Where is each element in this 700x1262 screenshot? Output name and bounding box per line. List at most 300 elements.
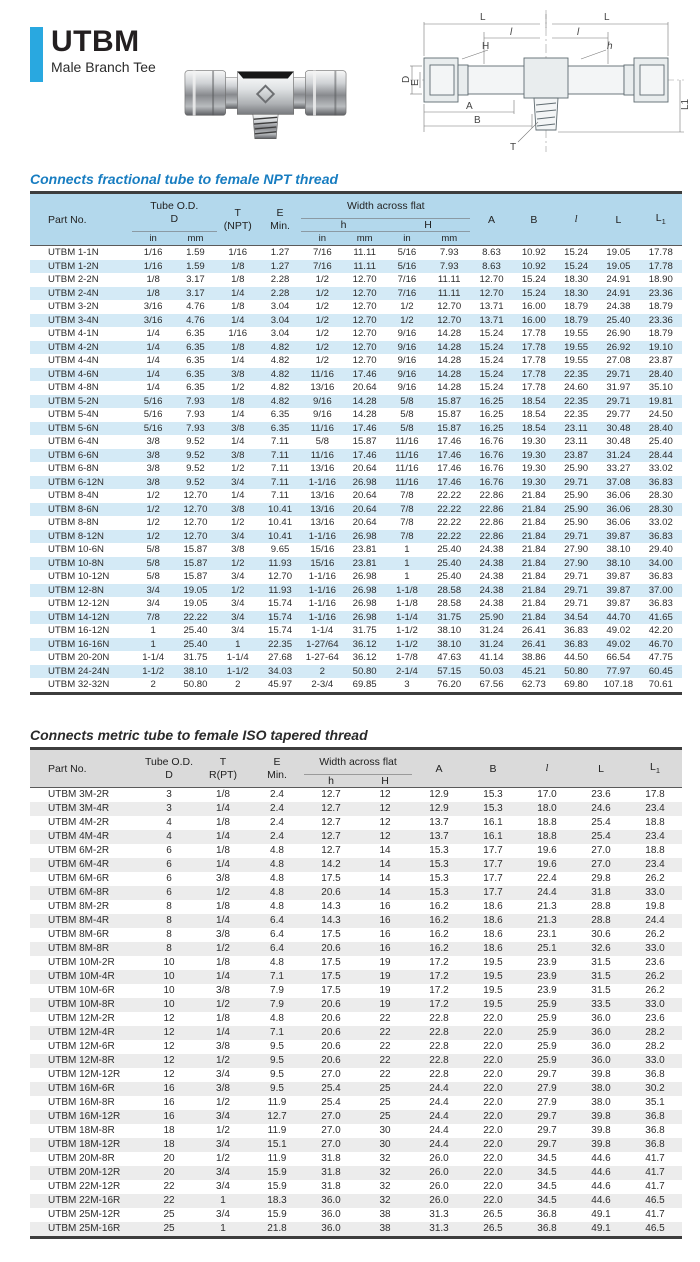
cell: 31.5 xyxy=(591,957,611,968)
cell: 47.63 xyxy=(437,652,462,663)
cell: UTBM 8M-4R xyxy=(48,915,110,926)
cell: 25.4 xyxy=(321,1083,341,1094)
cell: 50.80 xyxy=(183,679,208,690)
cell: 7.11 xyxy=(271,490,290,501)
cell: 1/2 xyxy=(146,530,160,542)
cell: 7.93 xyxy=(186,422,205,434)
table-row xyxy=(30,1040,682,1054)
cell: 15/16 xyxy=(310,557,335,569)
label-E: E xyxy=(410,79,421,86)
cell: 12 xyxy=(379,803,391,814)
cell: 7.93 xyxy=(186,395,205,407)
table-row xyxy=(30,1180,682,1194)
col-e-min xyxy=(250,749,304,788)
col-b: B xyxy=(466,749,520,788)
cell: 21.84 xyxy=(521,490,546,501)
cell: 15.3 xyxy=(483,789,503,800)
cell: UTBM 8-8N xyxy=(48,517,99,528)
table-row xyxy=(30,1026,682,1040)
table-row xyxy=(30,611,682,625)
col-e-sub-label: Min. xyxy=(270,219,290,232)
cell: 107.18 xyxy=(603,679,634,690)
table-row xyxy=(30,678,682,693)
cell: 7.93 xyxy=(439,247,459,258)
cell: 11/16 xyxy=(310,449,334,461)
cell: 27.0 xyxy=(591,859,611,870)
cell: 1/8 xyxy=(231,260,245,272)
cell: 17.46 xyxy=(352,449,377,461)
cell: 11.93 xyxy=(268,557,292,569)
cell: 33.0 xyxy=(645,943,665,954)
cell: 3/8 xyxy=(231,544,245,555)
table-row xyxy=(30,928,682,942)
cell: 38 xyxy=(379,1223,391,1234)
cell: 1/2 xyxy=(216,1055,230,1066)
cell: 23.6 xyxy=(645,957,665,968)
cell: 31.24 xyxy=(606,449,631,461)
cell: 9/16 xyxy=(397,341,417,353)
cell: 19.55 xyxy=(564,355,589,366)
cell: 35.10 xyxy=(648,382,673,393)
cell: 17.5 xyxy=(321,985,341,996)
cell: 18 xyxy=(163,1125,175,1136)
cell: 36.12 xyxy=(352,652,377,663)
cell: 17.5 xyxy=(321,873,341,884)
cell: 3/4 xyxy=(216,1139,230,1150)
cell: 33.0 xyxy=(645,999,665,1010)
cell: UTBM 16M-6R xyxy=(48,1083,115,1094)
cell: 6.35 xyxy=(186,355,205,366)
cell: 25.4 xyxy=(591,817,611,828)
col-h-big: H xyxy=(358,775,412,788)
col-a: A xyxy=(470,193,512,246)
cell: 11/16 xyxy=(395,436,419,447)
cell: 22.22 xyxy=(437,517,462,528)
table-row xyxy=(30,984,682,998)
cell: 17.8 xyxy=(645,789,665,800)
cell: 5/16 xyxy=(397,247,417,258)
cell: 26.98 xyxy=(352,584,377,596)
cell: 12.7 xyxy=(267,1111,287,1122)
fractional-npt-table xyxy=(30,191,682,695)
cell: 15.87 xyxy=(437,409,462,420)
cell: 1/2 xyxy=(315,274,329,285)
cell: 66.54 xyxy=(606,652,631,663)
cell: 2.4 xyxy=(270,803,284,814)
cell: 36.8 xyxy=(537,1209,557,1220)
cell: 22 xyxy=(379,1069,391,1080)
cell: 18.6 xyxy=(483,929,503,940)
cell: 3/4 xyxy=(231,598,245,609)
cell: 1/2 xyxy=(315,301,329,312)
cell: 20.64 xyxy=(352,503,377,515)
cell: 31.8 xyxy=(321,1167,341,1178)
cell: 1/16 xyxy=(143,260,163,272)
cell: 1/4 xyxy=(216,971,230,982)
cell: 22.0 xyxy=(483,1055,503,1066)
cell: 15.9 xyxy=(267,1181,287,1192)
cell: 17.46 xyxy=(352,368,377,380)
cell: 19.5 xyxy=(483,957,503,968)
cell: UTBM 4-1N xyxy=(48,328,99,339)
cell: 19.81 xyxy=(648,395,673,407)
cell: 10 xyxy=(163,971,175,982)
cell: 22.22 xyxy=(437,503,462,515)
cell: 3.04 xyxy=(270,314,290,326)
cell: 5/8 xyxy=(400,395,414,407)
cell: 26.5 xyxy=(483,1209,503,1220)
cell: 25.4 xyxy=(321,1097,341,1108)
cell: 12.7 xyxy=(321,803,341,814)
cell: 36.0 xyxy=(591,1013,611,1024)
cell: 11.11 xyxy=(437,274,461,285)
col-l1-base: L xyxy=(655,212,662,225)
cell: 12 xyxy=(379,831,391,842)
table-row xyxy=(30,1138,682,1152)
cell: 1/8 xyxy=(146,274,160,285)
cell: 69.85 xyxy=(352,679,377,690)
cell: 45.21 xyxy=(521,665,546,677)
cell: 33.02 xyxy=(648,463,673,474)
cell: 29.71 xyxy=(564,598,589,609)
cell: 2.4 xyxy=(270,789,284,800)
cell: 5/8 xyxy=(146,571,160,582)
cell: UTBM 8M-2R xyxy=(48,901,110,912)
table-row xyxy=(30,530,682,544)
cell: UTBM 8M-6R xyxy=(48,929,110,940)
cell: 18.6 xyxy=(483,943,503,954)
cell: 10.41 xyxy=(268,503,293,515)
cell: 2.4 xyxy=(270,831,284,842)
table-row xyxy=(30,543,682,557)
cell: 11.9 xyxy=(267,1097,287,1108)
cell: UTBM 20M-12R xyxy=(48,1167,121,1178)
cell: 20.6 xyxy=(321,1013,341,1024)
cell: 17.46 xyxy=(437,476,462,488)
cell: UTBM 6-8N xyxy=(48,463,99,474)
cell: 9/16 xyxy=(397,368,417,380)
cell: 31.8 xyxy=(321,1153,341,1164)
cell: 7/8 xyxy=(400,490,414,501)
cell: 17.7 xyxy=(483,845,503,856)
cell: 9/16 xyxy=(397,355,417,366)
cell: 14.28 xyxy=(352,395,377,407)
cell: 23.87 xyxy=(564,449,589,461)
table-row xyxy=(30,638,682,652)
cell: 2.28 xyxy=(270,287,290,299)
cell: 10 xyxy=(163,957,175,968)
cell: 3.04 xyxy=(270,328,290,339)
cell: 29.7 xyxy=(537,1125,557,1136)
cell: 21.84 xyxy=(521,571,546,582)
table-row xyxy=(30,584,682,598)
cell: 31.5 xyxy=(591,971,611,982)
cell: UTBM 8M-8R xyxy=(48,943,110,954)
cell: 41.7 xyxy=(645,1181,665,1192)
cell: 12 xyxy=(379,789,391,800)
cell: 17.7 xyxy=(483,887,503,898)
cell: 12 xyxy=(163,1055,175,1066)
cell: 7/8 xyxy=(400,530,414,542)
cell: 76.20 xyxy=(437,679,462,690)
cell: 22.86 xyxy=(479,530,504,542)
cell: 22.35 xyxy=(564,368,589,380)
cell: 9/16 xyxy=(397,382,417,393)
cell: 28.40 xyxy=(648,422,673,434)
cell: 16 xyxy=(379,915,391,926)
cell: 39.87 xyxy=(606,530,631,542)
cell: 26.0 xyxy=(429,1195,449,1206)
cell: 20.64 xyxy=(352,517,377,528)
cell: 27.0 xyxy=(591,845,611,856)
cell: UTBM 10-12N xyxy=(48,571,110,582)
cell: 50.03 xyxy=(479,665,504,677)
cell: 1.59 xyxy=(186,260,205,272)
cell: 22.22 xyxy=(437,530,462,542)
cell: UTBM 8-4N xyxy=(48,490,99,501)
col-a: A xyxy=(412,749,466,788)
cell: 17.5 xyxy=(321,971,341,982)
center-body-photo xyxy=(237,72,293,115)
cell: UTBM 32-32N xyxy=(48,679,110,690)
cell: 36.0 xyxy=(321,1195,341,1206)
dimension-drawing xyxy=(396,2,698,164)
cell: 3/4 xyxy=(146,598,160,609)
table-row xyxy=(30,503,682,517)
cell: 1/2 xyxy=(216,1097,230,1108)
cell: 24.38 xyxy=(606,301,631,312)
cell: 44.6 xyxy=(591,1167,611,1178)
cell: 28.44 xyxy=(648,449,673,461)
cell: 29.71 xyxy=(564,476,589,488)
cell: 19.30 xyxy=(521,476,546,488)
cell: 77.97 xyxy=(606,665,631,677)
cell: 22.0 xyxy=(483,1153,503,1164)
cell: 41.65 xyxy=(648,611,673,623)
cell: 12.7 xyxy=(321,817,341,828)
cell: 25 xyxy=(379,1083,391,1094)
cell: 3.04 xyxy=(270,301,290,312)
cell: 12.70 xyxy=(352,355,377,366)
cell: 5/8 xyxy=(315,436,329,447)
cell: 22 xyxy=(379,1055,391,1066)
cell: 28.2 xyxy=(645,1041,665,1052)
cell: 23.6 xyxy=(645,1013,665,1024)
cell: 4.8 xyxy=(270,859,284,870)
cell: 1.59 xyxy=(186,247,205,258)
cell: 36.8 xyxy=(645,1139,665,1150)
cell: 1/4 xyxy=(216,859,230,870)
cell: 38.10 xyxy=(606,544,631,555)
cell: 1/8 xyxy=(216,901,230,912)
cell: 39.87 xyxy=(606,598,631,609)
cell: 3/8 xyxy=(216,1083,230,1094)
cell: 16.00 xyxy=(521,314,546,326)
cell: 34.03 xyxy=(268,665,293,677)
cell: 15.87 xyxy=(183,544,208,555)
cell: 22.8 xyxy=(429,1027,449,1038)
cell: 34.5 xyxy=(537,1181,557,1192)
cell: 4 xyxy=(166,817,172,828)
cell: 16.00 xyxy=(521,301,546,312)
cell: 3.17 xyxy=(186,274,205,285)
cell: 3/4 xyxy=(216,1069,230,1080)
cell: 38.10 xyxy=(183,665,208,677)
cell: 12 xyxy=(163,1041,175,1052)
cell: 32.6 xyxy=(591,943,611,954)
cell: 13/16 xyxy=(310,517,335,528)
cell: 15.24 xyxy=(479,368,504,380)
cell: 49.1 xyxy=(591,1209,611,1220)
table-row xyxy=(30,651,682,665)
cell: 22.0 xyxy=(483,1139,503,1150)
cell: UTBM 12M-8R xyxy=(48,1055,115,1066)
cell: 25 xyxy=(379,1111,391,1122)
cell: 15.24 xyxy=(479,341,504,353)
cell: 1/4 xyxy=(146,355,160,366)
cell: 38.10 xyxy=(606,557,631,569)
cell: 1 xyxy=(404,544,410,555)
product-photo xyxy=(183,46,348,142)
cell: 16 xyxy=(379,901,391,912)
cell: 15.24 xyxy=(564,260,589,272)
cell: 22.0 xyxy=(483,1027,503,1038)
cell: 17.2 xyxy=(429,985,449,996)
cell: 22.35 xyxy=(268,638,293,650)
cell: 24.38 xyxy=(479,544,504,555)
cell: 22.0 xyxy=(483,1111,503,1122)
cell: 18.79 xyxy=(564,301,589,312)
table-row xyxy=(30,597,682,611)
table-row xyxy=(30,1208,682,1222)
cell: 7/8 xyxy=(146,611,160,623)
cell: 6.4 xyxy=(270,915,284,926)
table-row xyxy=(30,260,682,274)
cell: 7/8 xyxy=(400,517,414,528)
cell: 30.2 xyxy=(645,1083,665,1094)
cell: 26.0 xyxy=(429,1153,449,1164)
cell: 31.24 xyxy=(479,638,504,650)
cell: 11.9 xyxy=(267,1125,287,1136)
cell: 36.0 xyxy=(321,1209,341,1220)
cell: 12.70 xyxy=(352,314,377,326)
cell: 14.28 xyxy=(437,341,462,353)
cell: 27.68 xyxy=(268,652,293,663)
col-tube-od xyxy=(132,193,217,232)
cell: 15.24 xyxy=(479,355,504,366)
col-d-label: D xyxy=(170,212,179,225)
cell: 6.35 xyxy=(186,341,205,353)
cell: 32 xyxy=(379,1195,391,1206)
cell: 15.87 xyxy=(183,571,208,582)
cell: 69.80 xyxy=(564,679,589,690)
cell: 49.02 xyxy=(606,638,631,650)
cell: 16 xyxy=(163,1111,175,1122)
cell: 26.92 xyxy=(606,341,631,353)
cell: 19 xyxy=(379,985,391,996)
table-row xyxy=(30,872,682,886)
cell: 1.27 xyxy=(270,260,290,272)
cell: 8 xyxy=(166,943,172,954)
cell: 3/4 xyxy=(146,584,160,596)
cell: 24.4 xyxy=(429,1125,449,1136)
cell: 1-1/16 xyxy=(308,571,336,582)
cell: 34.00 xyxy=(648,557,673,569)
cell: 26.98 xyxy=(352,476,377,488)
cell: 17.46 xyxy=(437,449,462,461)
cell: 1-1/16 xyxy=(308,598,336,609)
cell: 14 xyxy=(379,887,391,898)
table-row xyxy=(30,462,682,476)
cell: 1/2 xyxy=(231,382,245,393)
table-row xyxy=(30,942,682,956)
cell: 26.0 xyxy=(429,1167,449,1178)
cell: UTBM 3M-4R xyxy=(48,803,110,814)
cell: 1/2 xyxy=(216,887,230,898)
cell: 11/16 xyxy=(310,422,334,434)
cell: 11/16 xyxy=(395,476,419,488)
cell: 1/16 xyxy=(228,247,248,258)
col-l1-sub: 1 xyxy=(655,766,660,776)
cell: 36.8 xyxy=(537,1223,557,1234)
cell: 3/8 xyxy=(146,449,160,461)
cell: 21.3 xyxy=(537,915,557,926)
cell: 8 xyxy=(166,915,172,926)
col-tube-od-label: Tube O.D. xyxy=(144,755,194,768)
cell: UTBM 1-1N xyxy=(48,247,99,258)
table-row xyxy=(30,368,682,382)
cell: 17.2 xyxy=(429,971,449,982)
label-h: h xyxy=(607,41,613,52)
cell: 36.8 xyxy=(645,1125,665,1136)
page-subtitle: Male Branch Tee xyxy=(51,59,156,75)
cell: 18.8 xyxy=(645,817,665,828)
cell: UTBM 24-24N xyxy=(48,665,110,677)
cell: 4.82 xyxy=(270,395,290,407)
cell: 6.35 xyxy=(186,382,205,393)
cell: 36.83 xyxy=(648,476,673,488)
cell: 3/8 xyxy=(231,503,245,515)
cell: 11/16 xyxy=(310,368,334,380)
cell: 36.12 xyxy=(352,638,377,650)
cell: 25 xyxy=(163,1209,175,1220)
cell: 18.6 xyxy=(483,901,503,912)
cell: 36.0 xyxy=(591,1027,611,1038)
cell: 15.9 xyxy=(267,1209,287,1220)
cell: 42.20 xyxy=(648,625,673,636)
cell: 25.90 xyxy=(564,463,589,474)
cell: 44.70 xyxy=(606,611,631,623)
cell: UTBM 25M-12R xyxy=(48,1209,121,1220)
cell: 21.3 xyxy=(537,901,557,912)
cell: 19.30 xyxy=(521,449,546,461)
cell: UTBM 6M-2R xyxy=(48,845,110,856)
cell: 20.6 xyxy=(321,999,341,1010)
col-h-big: H xyxy=(386,219,471,232)
cell: 19.8 xyxy=(645,901,665,912)
cell: 29.7 xyxy=(537,1139,557,1150)
cell: 1-1/8 xyxy=(395,598,418,609)
col-e-sub-label: Min. xyxy=(267,768,287,781)
cell: 1-27/64 xyxy=(306,638,339,650)
cell: 36.0 xyxy=(591,1055,611,1066)
cell: UTBM 10-6N xyxy=(48,544,104,555)
cell: 38.86 xyxy=(521,652,546,663)
cell: 17.78 xyxy=(521,368,546,380)
cell: 12.70 xyxy=(352,301,377,312)
label-H: H xyxy=(482,41,490,52)
col-width-across-flat: Width across flat xyxy=(301,193,470,219)
